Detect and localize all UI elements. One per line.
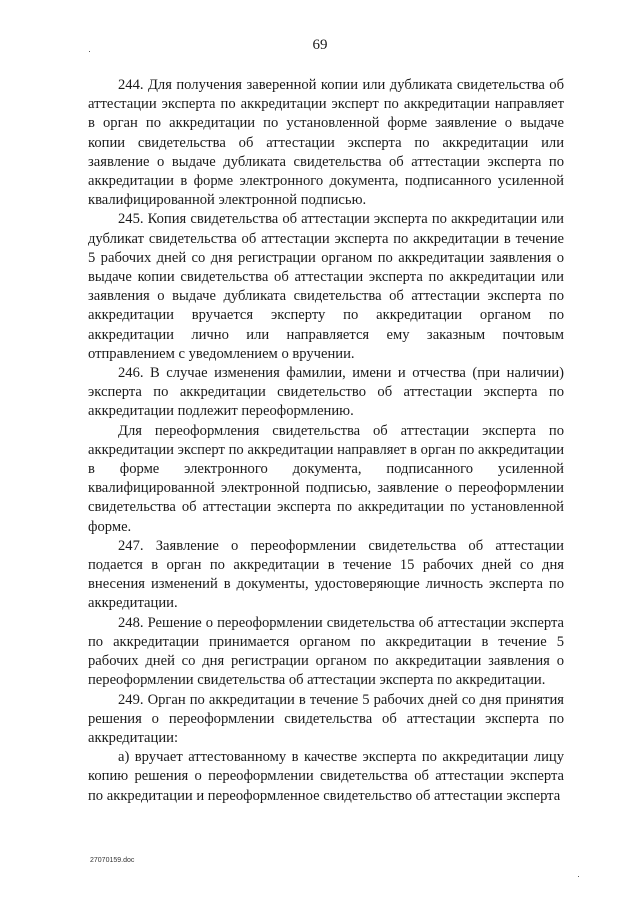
scan-artifact-dot	[578, 876, 579, 877]
paragraph-245: 245. Копия свидетельства об аттестации эксперта по аккредитации или дубликат свидетельства об аттестации эксперта по аккредитации в течение 5 рабочих дней со дня регистрации органом по аккредитации заявления о выдаче копии свидетельства об аттестации эксперта по аккредитации или заявления о выдаче дубликата свидетельства об аттестации эксперта по аккредитации вручается эксперту по аккредитации органом по аккредитации лично или направляется ему заказным почтовым отправлением с уведомлением о вручении.	[88, 211, 564, 362]
paragraph-246-continuation: Для переоформления свидетельства об аттестации эксперта по аккредитации эксперт по аккредитации направляет в орган по аккредитации в форме электронного документа, подписанного усиленной квалифицированной электронной подписью, заявление о переоформлении свидетельства об аттестации эксперта по аккредитации по установленной форме.	[88, 422, 564, 535]
footer-filename: 27070159.doc	[90, 857, 135, 864]
document-body	[88, 76, 564, 806]
paragraph-248: 248. Решение о переоформлении свидетельства об аттестации эксперта по аккредитации принимается органом по аккредитации в течение 5 рабочих дней со дня регистрации органом по аккредитации заявления о переоформлении свидетельства об аттестации эксперта по аккредитации.	[88, 614, 564, 689]
paragraph-244: 244. Для получения заверенной копии или дубликата свидетельства об аттестации эксперта по аккредитации эксперт по аккредитации направляет в орган по аккредитации по установленной форме заявление о выдаче копии свидетельства об аттестации эксперта по аккредитации или заявление о выдаче дубликата свидетельства об аттестации эксперта по аккредитации в форме электронного документа, подписанного усиленной квалифицированной электронной подписью.	[88, 77, 564, 209]
paragraph-247: 247. Заявление о переоформлении свидетельства об аттестации подается в орган по аккредитации в течение 15 рабочих дней со дня внесения изменений в документы, удостоверяющие личность эксперта по аккредитации.	[88, 537, 564, 612]
page-number: 69	[312, 37, 328, 53]
paragraph-249-item-a: а) вручает аттестованному в качестве эксперта по аккредитации лицу копию решения о переоформлении свидетельства об аттестации эксперта по аккредитации и переоформленное свидетельство об аттестации эксперта	[88, 749, 564, 804]
scan-artifact-dot	[89, 51, 90, 52]
paragraph-246: 246. В случае изменения фамилии, имени и отчества (при наличии) эксперта по аккредитации свидетельство об аттестации эксперта по аккредитации подлежит переоформлению.	[88, 365, 564, 420]
paragraph-249: 249. Орган по аккредитации в течение 5 рабочих дней со дня принятия решения о переоформлении свидетельства об аттестации эксперта по аккредитации:	[88, 691, 564, 746]
